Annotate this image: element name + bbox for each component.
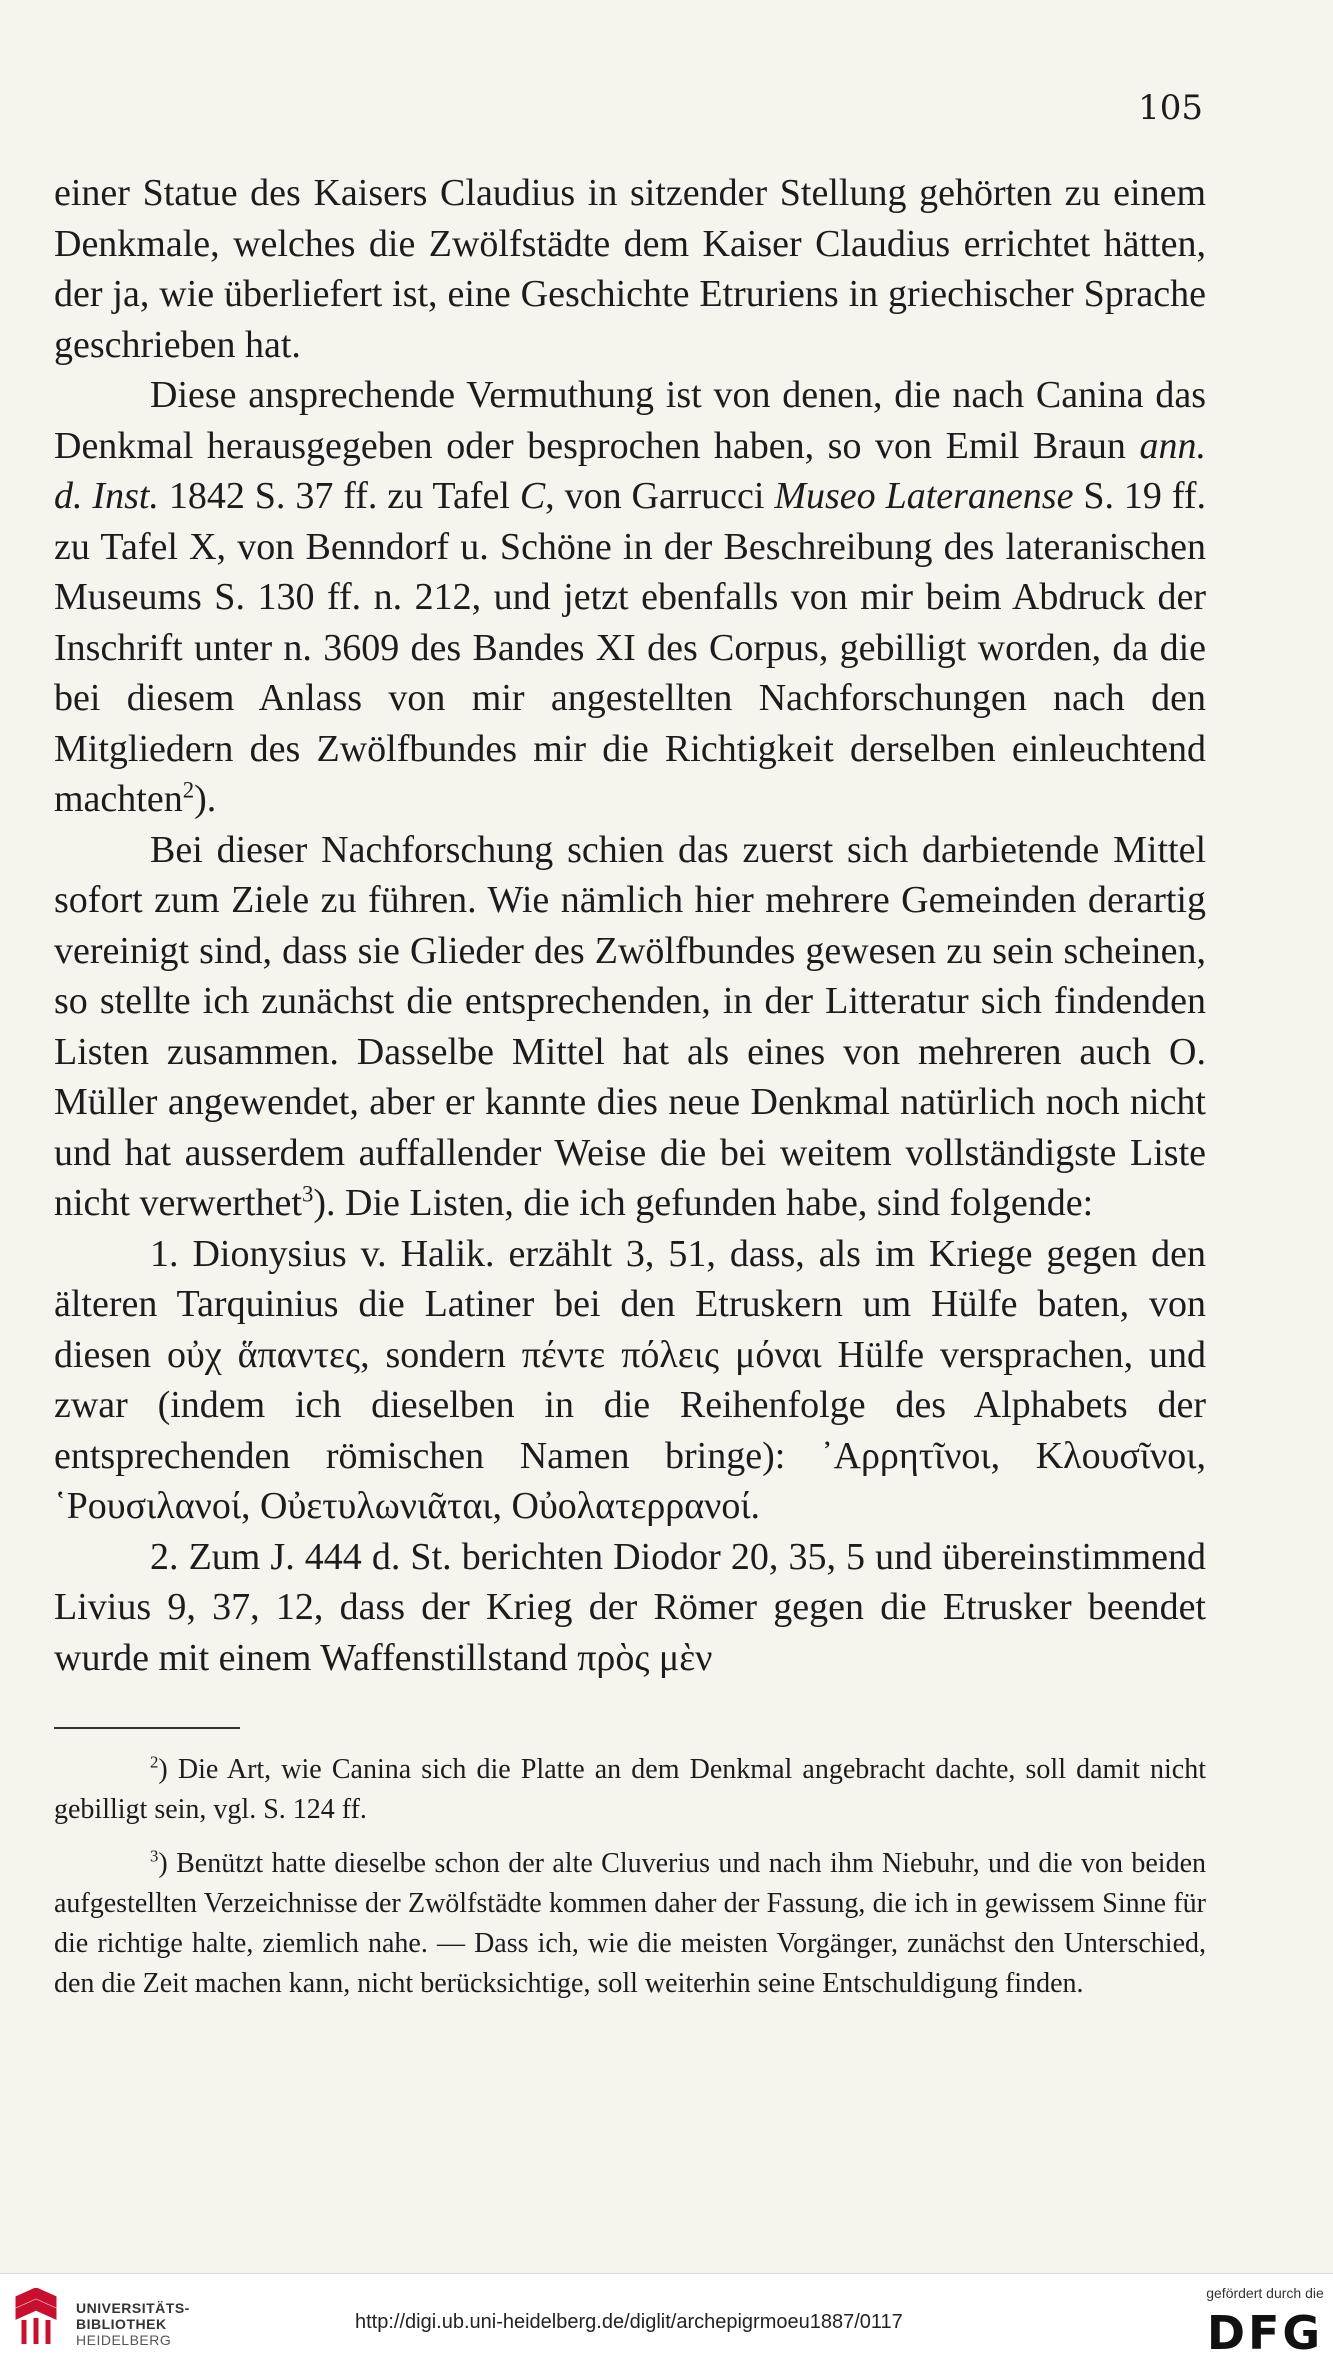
paragraph-3-text-a: Bei dieser Nachforschung schien das zuerst sich darbietende Mittel sofort zum Ziele zu führen. Wie nämlich hier mehrere Gemeinden derartig vereinigt sind, dass sie Glieder des Zwölfbundes gewesen zu sein scheinen, so stellte ich zunächst die entsprechenden, in der Litteratur sich findenden Listen zusammen. Dasselbe Mittel hat als eines von mehreren auch O. Müller angewendet, aber er kannte dies neue Denkmal natürlich noch nicht und hat ausserdem auffallender Weise die bei weitem vollständigste Liste nicht verwerthet — [54, 828, 1206, 1224]
paragraph-5: 2. Zum J. 444 d. St. berichten Diodor 20, 35, 5 und übereinstimmend Livius 9, 37, 12, dass der Krieg der Römer gegen die Etrusker beendet wurde mit einem Waffenstillstand πρὸς μὲν — [54, 1535, 1206, 1679]
paragraph-2-end: ). — [194, 778, 217, 820]
footnote-ref-3[interactable]: 3 — [301, 1181, 314, 1207]
paragraph-2-text-a: Diese ansprechende Vermuthung ist von denen, die nach Canina das Denkmal herausgegeben oder besprochen haben, so von Emil Braun — [54, 374, 1206, 467]
library-name[interactable] — [76, 2300, 190, 2348]
sponsor-label: gefördert durch die — [1206, 2285, 1324, 2301]
paragraph-2 — [54, 370, 1206, 825]
footnote-separator — [54, 1727, 240, 1729]
footnote-3 — [54, 1844, 1206, 2004]
italic-ann-d-inst: ann. d. Inst. — [54, 424, 1206, 517]
footnotes — [54, 1750, 1206, 2018]
permalink-url[interactable]: http://digi.ub.uni-heidelberg.de/diglit/archepigrmoeu1887/0117 — [355, 2311, 903, 2333]
page-number: 105 — [1138, 88, 1203, 128]
italic-museo-lateranense: Museo Lateranense — [774, 475, 1074, 517]
paragraph-2-text-d: S. 19 ff. zu Tafel X, von Benndorf u. Schöne in der Beschreibung des lateranischen Museums S. 130 ff. n. 212, und jetzt ebenfalls von mir beim Abdruck der Inschrift unter n. 3609 des Bandes XI des Corpus, gebilligt worden, da die bei diesem Anlass von mir angestellten Nachforschungen nach den Mitgliedern des Zwölfbundes mir die Richtigkeit derselben einleuchtend machten — [54, 475, 1206, 820]
paragraph-3 — [54, 825, 1206, 1229]
footnote-3-mark: 3 — [150, 1846, 159, 1866]
university-library-logo-icon[interactable] — [14, 2288, 58, 2348]
paragraph-2-text-b: 1842 S. 37 ff. zu Tafel — [158, 475, 520, 517]
paragraph-2-text-c: , von Garrucci — [545, 475, 775, 517]
footnote-2 — [54, 1750, 1206, 1830]
footnote-ref-2[interactable]: 2 — [182, 777, 195, 803]
italic-tafel-c: C — [519, 475, 546, 517]
paragraph-4: 1. Dionysius v. Halik. erzählt 3, 51, dass, als im Kriege gegen den älteren Tarquinius die Latiner bei den Etruskern um Hülfe baten, von diesen οὐχ ἅπαντες, sondern πέντε πόλεις μόναι Hülfe versprachen, und zwar (indem ich dieselben in die Reihenfolge des Alphabets der entsprechenden römischen Namen bringe): ᾿Αρρητῖνοι, Κλουσῖνοι, ῾Ρουσιλανοί, Οὐετυλωνιᾶται, Οὐολατερρανοί. — [54, 1232, 1206, 1527]
footnote-2-text: ) Die Art, wie Canina sich die Platte an dem Denkmal angebracht dachte, soll damit nicht gebilligt sein, vgl. S. 124 ff. — [54, 1754, 1206, 1825]
body-text — [54, 168, 1206, 1683]
paragraph-3-text-b: ). Die Listen, die ich gefunden habe, sind folgende: — [313, 1182, 1094, 1224]
library-name-line-1: UNIVERSITÄTS- — [76, 2300, 190, 2316]
dfg-logo[interactable]: DFG — [1206, 2306, 1324, 2360]
footnote-3-text: ) Benützt hatte dieselbe schon der alte Cluverius und nach ihm Niebuhr, und die von beiden aufgestellten Verzeichnisse der Zwölfstädte kommen daher der Fassung, die ich in gewissem Sinne für die richtige halte, ziemlich nahe. — Dass ich, wie die meisten Vorgänger, zunächst den Unterschied, den die Zeit machen kann, nicht berücksichtige, soll weiterhin seine Entschuldigung finden. — [54, 1848, 1206, 1999]
library-name-line-3: HEIDELBERG — [76, 2332, 172, 2348]
paragraph-1: einer Statue des Kaisers Claudius in sitzender Stellung gehörten zu einem Denkmale, welches die Zwölfstädte dem Kaiser Claudius errichtet hätten, der ja, wie überliefert ist, eine Geschichte Etruriens in griechischer Sprache geschrieben hat. — [54, 172, 1206, 366]
library-name-line-2: BIBLIOTHEK — [76, 2316, 167, 2332]
footnote-2-mark: 2 — [150, 1752, 159, 1772]
